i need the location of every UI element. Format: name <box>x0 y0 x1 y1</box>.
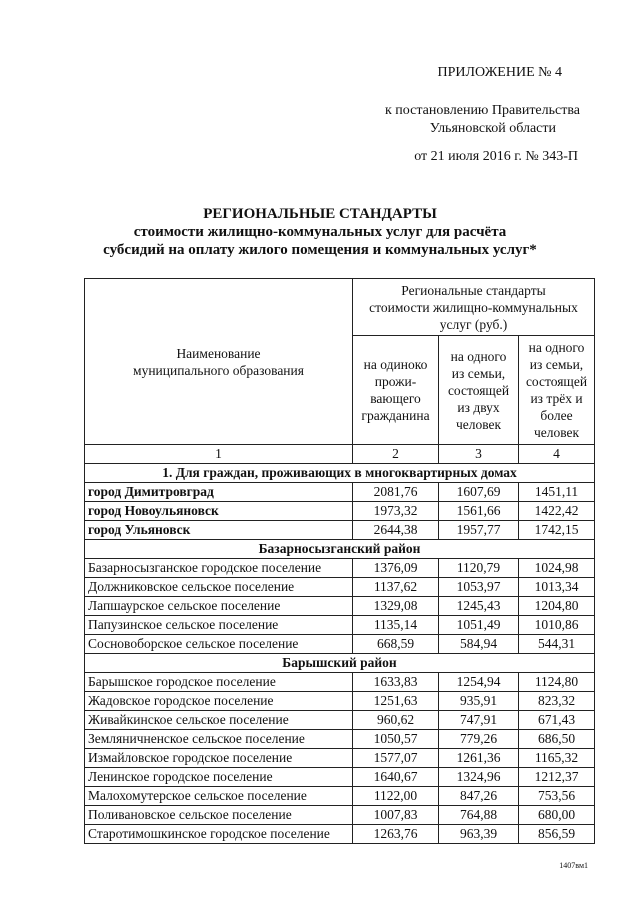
row-value-three: 686,50 <box>519 730 595 749</box>
row-value-three: 1451,11 <box>519 483 595 502</box>
row-name: Жадовское городское поселение <box>85 692 353 711</box>
table-row <box>85 502 595 521</box>
heading-subtitle-1: стоимости жилищно-коммунальных услуг для расчёта <box>133 224 507 240</box>
col-header-two: на одного из семьи, состоящей из двух человек <box>439 336 519 445</box>
cities-body <box>85 483 595 540</box>
row-value-single: 1135,14 <box>353 616 439 635</box>
row-value-single: 960,62 <box>353 711 439 730</box>
index-cell: 4 <box>519 445 595 464</box>
row-value-two: 963,39 <box>439 825 519 844</box>
row-name: город Димитровград <box>85 483 353 502</box>
row-name: город Новоульяновск <box>85 502 353 521</box>
index-cell: 2 <box>353 445 439 464</box>
table-row <box>85 787 595 806</box>
row-value-single: 1050,57 <box>353 730 439 749</box>
row-value-single: 2081,76 <box>353 483 439 502</box>
row-name: Старотимошкинское городское поселение <box>85 825 353 844</box>
table-row <box>85 616 595 635</box>
row-value-two: 1607,69 <box>439 483 519 502</box>
index-cell: 3 <box>439 445 519 464</box>
row-name: Измайловское городское поселение <box>85 749 353 768</box>
row-value-three: 753,56 <box>519 787 595 806</box>
district-row <box>85 654 595 673</box>
table-row <box>85 768 595 787</box>
row-name: Папузинское сельское поселение <box>85 616 353 635</box>
row-name: Сосновоборское сельское поселение <box>85 635 353 654</box>
table-row <box>85 673 595 692</box>
row-name: Ленинское городское поселение <box>85 768 353 787</box>
table-row <box>85 806 595 825</box>
row-value-single: 1633,83 <box>353 673 439 692</box>
col-header-three: на одного из семьи, состоящей из трёх и более человек <box>519 336 595 445</box>
table-row <box>85 825 595 844</box>
table-row <box>85 749 595 768</box>
col-header-group: Региональные стандарты стоимости жилищно-коммунальных услуг (руб.) <box>353 279 595 336</box>
table-row <box>85 483 595 502</box>
row-value-two: 1245,43 <box>439 597 519 616</box>
row-name: Живайкинское сельское поселение <box>85 711 353 730</box>
table-row <box>85 711 595 730</box>
district-heading: Барышский район <box>85 654 595 673</box>
row-value-single: 1973,32 <box>353 502 439 521</box>
row-value-two: 847,26 <box>439 787 519 806</box>
district2-body <box>85 673 595 844</box>
row-name: Должниковское сельское поселение <box>85 578 353 597</box>
index-cell: 1 <box>85 445 353 464</box>
row-value-single: 2644,38 <box>353 521 439 540</box>
standards-table <box>84 278 595 844</box>
row-value-single: 1376,09 <box>353 559 439 578</box>
row-value-two: 1261,36 <box>439 749 519 768</box>
row-value-three: 544,31 <box>519 635 595 654</box>
section-row <box>85 464 595 483</box>
row-value-three: 1124,80 <box>519 673 595 692</box>
row-value-three: 1165,32 <box>519 749 595 768</box>
row-value-three: 823,32 <box>519 692 595 711</box>
row-name: Малохомутерское сельское поселение <box>85 787 353 806</box>
row-value-two: 779,26 <box>439 730 519 749</box>
row-value-three: 1013,34 <box>519 578 595 597</box>
index-row <box>85 445 595 464</box>
table-row <box>85 692 595 711</box>
row-value-single: 1577,07 <box>353 749 439 768</box>
row-value-three: 1024,98 <box>519 559 595 578</box>
row-value-two: 1957,77 <box>439 521 519 540</box>
row-value-single: 1007,83 <box>353 806 439 825</box>
row-value-two: 764,88 <box>439 806 519 825</box>
col-header-name: Наименование муниципального образования <box>85 279 353 445</box>
appendix-line1: к постановлению Правительства <box>384 103 580 118</box>
row-value-three: 680,00 <box>519 806 595 825</box>
row-name: Земляничненское сельское поселение <box>85 730 353 749</box>
table-row <box>85 521 595 540</box>
row-value-three: 1422,42 <box>519 502 595 521</box>
appendix-line2: Ульяновской области <box>429 121 556 136</box>
row-value-two: 1254,94 <box>439 673 519 692</box>
row-value-single: 1329,08 <box>353 597 439 616</box>
row-value-two: 1051,49 <box>439 616 519 635</box>
row-value-two: 1561,66 <box>439 502 519 521</box>
row-value-three: 856,59 <box>519 825 595 844</box>
row-value-three: 1204,80 <box>519 597 595 616</box>
row-name: Поливановское сельское поселение <box>85 806 353 825</box>
district1-body <box>85 559 595 654</box>
col-header-single: на одиноко прожи- вающего гражданина <box>353 336 439 445</box>
table-row <box>85 578 595 597</box>
heading-title: РЕГИОНАЛЬНЫЕ СТАНДАРТЫ <box>203 206 437 222</box>
table-row <box>85 597 595 616</box>
row-value-single: 1137,62 <box>353 578 439 597</box>
table-row <box>85 730 595 749</box>
district-heading: Базарносызганский район <box>85 540 595 559</box>
table-row <box>85 559 595 578</box>
row-value-two: 935,91 <box>439 692 519 711</box>
row-value-two: 1324,96 <box>439 768 519 787</box>
district-row <box>85 540 595 559</box>
document-stamp: 1407вм1 <box>559 861 588 870</box>
row-value-two: 747,91 <box>439 711 519 730</box>
row-name: Барышское городское поселение <box>85 673 353 692</box>
row-value-single: 1263,76 <box>353 825 439 844</box>
row-value-two: 584,94 <box>439 635 519 654</box>
row-value-two: 1120,79 <box>439 559 519 578</box>
row-value-single: 668,59 <box>353 635 439 654</box>
appendix-title: ПРИЛОЖЕНИЕ № 4 <box>437 65 562 80</box>
row-name: Базарносызганское городское поселение <box>85 559 353 578</box>
row-value-single: 1122,00 <box>353 787 439 806</box>
row-value-single: 1251,63 <box>353 692 439 711</box>
row-value-two: 1053,97 <box>439 578 519 597</box>
row-name: Лапшаурское сельское поселение <box>85 597 353 616</box>
row-name: город Ульяновск <box>85 521 353 540</box>
row-value-single: 1640,67 <box>353 768 439 787</box>
header-row-1 <box>85 279 595 336</box>
row-value-three: 1010,86 <box>519 616 595 635</box>
table-row <box>85 635 595 654</box>
row-value-three: 1742,15 <box>519 521 595 540</box>
appendix-date: от 21 июля 2016 г. № 343-П <box>414 149 578 164</box>
row-value-three: 1212,37 <box>519 768 595 787</box>
section-heading: 1. Для граждан, проживающих в многоквартирных домах <box>85 464 595 483</box>
heading-subtitle-2: субсидий на оплату жилого помещения и коммунальных услуг* <box>103 242 537 258</box>
row-value-three: 671,43 <box>519 711 595 730</box>
